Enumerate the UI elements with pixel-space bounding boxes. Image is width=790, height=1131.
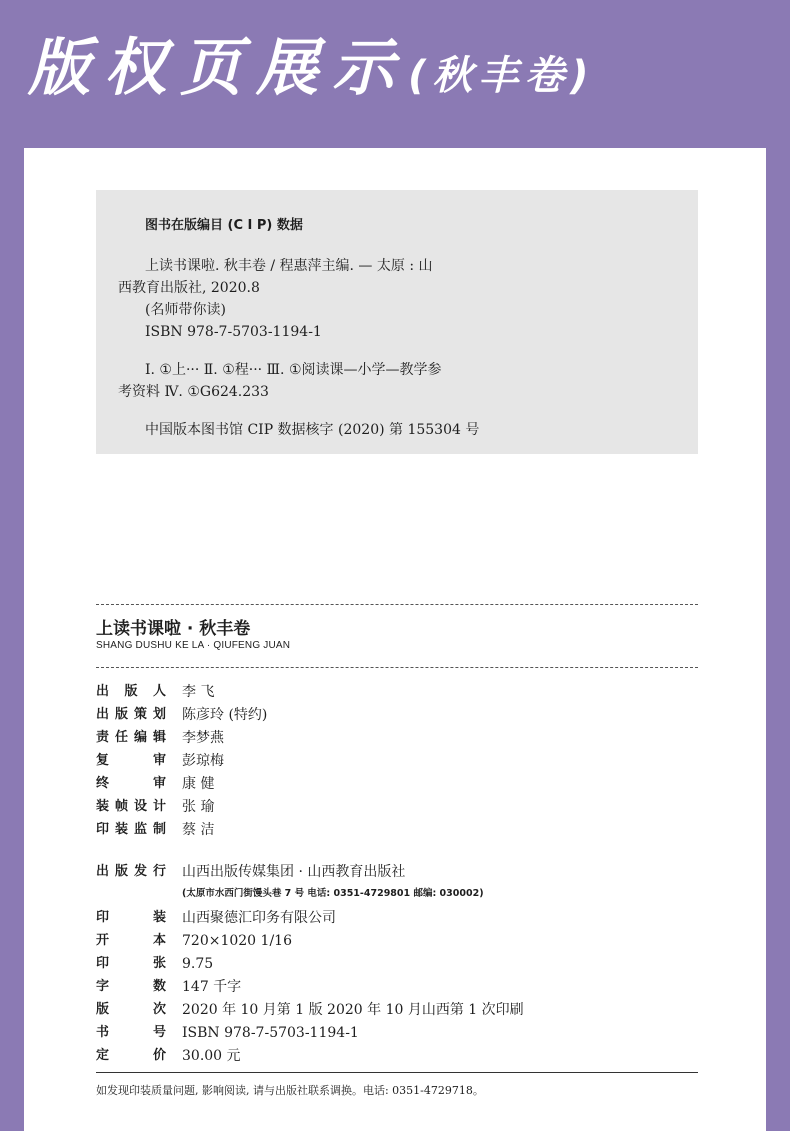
publication-value: 2020 年 10 月第 1 版 2020 年 10 月山西第 1 次印刷 <box>182 1002 524 1018</box>
staff-label: 装帧设计 <box>96 799 166 814</box>
page-title-main: 版权页展示 <box>28 31 409 104</box>
book-pinyin: SHANG DUSHU KE LA · QIUFENG JUAN <box>96 640 291 651</box>
publication-value: 9.75 <box>182 956 214 972</box>
staff-label: 终审 <box>96 776 166 791</box>
cip-line-7: 中国版本图书馆 CIP 数据核字 (2020) 第 155304 号 <box>145 422 480 438</box>
footer-note: 如发现印装质量问题, 影响阅读, 请与出版社联系调换。电话: 0351-4729718。 <box>96 1084 484 1097</box>
publication-label: 定价 <box>96 1048 166 1063</box>
cip-line-1: 上读书课啦. 秋丰卷 / 程惠萍主编. — 太原 : 山 <box>145 258 433 274</box>
publication-label: 版次 <box>96 1002 166 1017</box>
staff-value: 彭琼梅 <box>182 753 224 769</box>
cip-line-4: ISBN 978-7-5703-1194-1 <box>145 324 322 340</box>
publication-label: 开本 <box>96 933 166 948</box>
footer-divider <box>96 1072 698 1073</box>
staff-value: 陈彦玲 (特约) <box>182 707 268 723</box>
cip-title: 图书在版编目 (C I P) 数据 <box>145 218 303 233</box>
staff-value: 张 瑜 <box>182 799 215 815</box>
staff-value: 李梦燕 <box>182 730 224 746</box>
publisher-address: (太原市水西门街馒头巷 7 号 电话: 0351-4729801 邮编: 030002) <box>182 888 484 899</box>
publication-value: 山西出版传媒集团 · 山西教育出版社 <box>182 864 406 880</box>
staff-value: 李 飞 <box>182 684 215 700</box>
staff-label: 出版人 <box>96 684 166 699</box>
staff-value: 蔡 洁 <box>182 822 215 838</box>
publication-value: 山西聚德汇印务有限公司 <box>182 910 336 926</box>
staff-label: 印装监制 <box>96 822 166 837</box>
staff-label: 复审 <box>96 753 166 768</box>
copyright-page <box>24 148 766 1131</box>
page-title-subtitle: (秋丰卷) <box>408 53 595 99</box>
cip-line-6: 考资料 Ⅳ. ①G624.233 <box>118 384 269 400</box>
publication-label: 印装 <box>96 910 166 925</box>
publication-label: 印张 <box>96 956 166 971</box>
header-banner <box>0 0 790 150</box>
publication-label: 书号 <box>96 1025 166 1040</box>
publication-value: 720×1020 1/16 <box>182 933 292 949</box>
cip-line-3: (名师带你读) <box>145 302 226 318</box>
book-title: 上读书课啦 · 秋丰卷 <box>96 619 251 639</box>
page-title <box>28 28 595 116</box>
publication-label: 字数 <box>96 979 166 994</box>
divider-top <box>96 604 698 605</box>
publication-label: 出版发行 <box>96 864 166 879</box>
publication-value: 30.00 元 <box>182 1048 241 1064</box>
publication-value: ISBN 978-7-5703-1194-1 <box>182 1025 359 1041</box>
cip-block <box>96 190 698 454</box>
staff-value: 康 健 <box>182 776 215 792</box>
publication-value: 147 千字 <box>182 979 242 995</box>
staff-label: 责任编辑 <box>96 730 166 745</box>
divider-bottom <box>96 667 698 668</box>
staff-label: 出版策划 <box>96 707 166 722</box>
cip-line-5: Ⅰ. ①上··· Ⅱ. ①程··· Ⅲ. ①阅读课—小学—教学参 <box>145 362 442 378</box>
cip-line-2: 西教育出版社, 2020.8 <box>118 280 260 296</box>
